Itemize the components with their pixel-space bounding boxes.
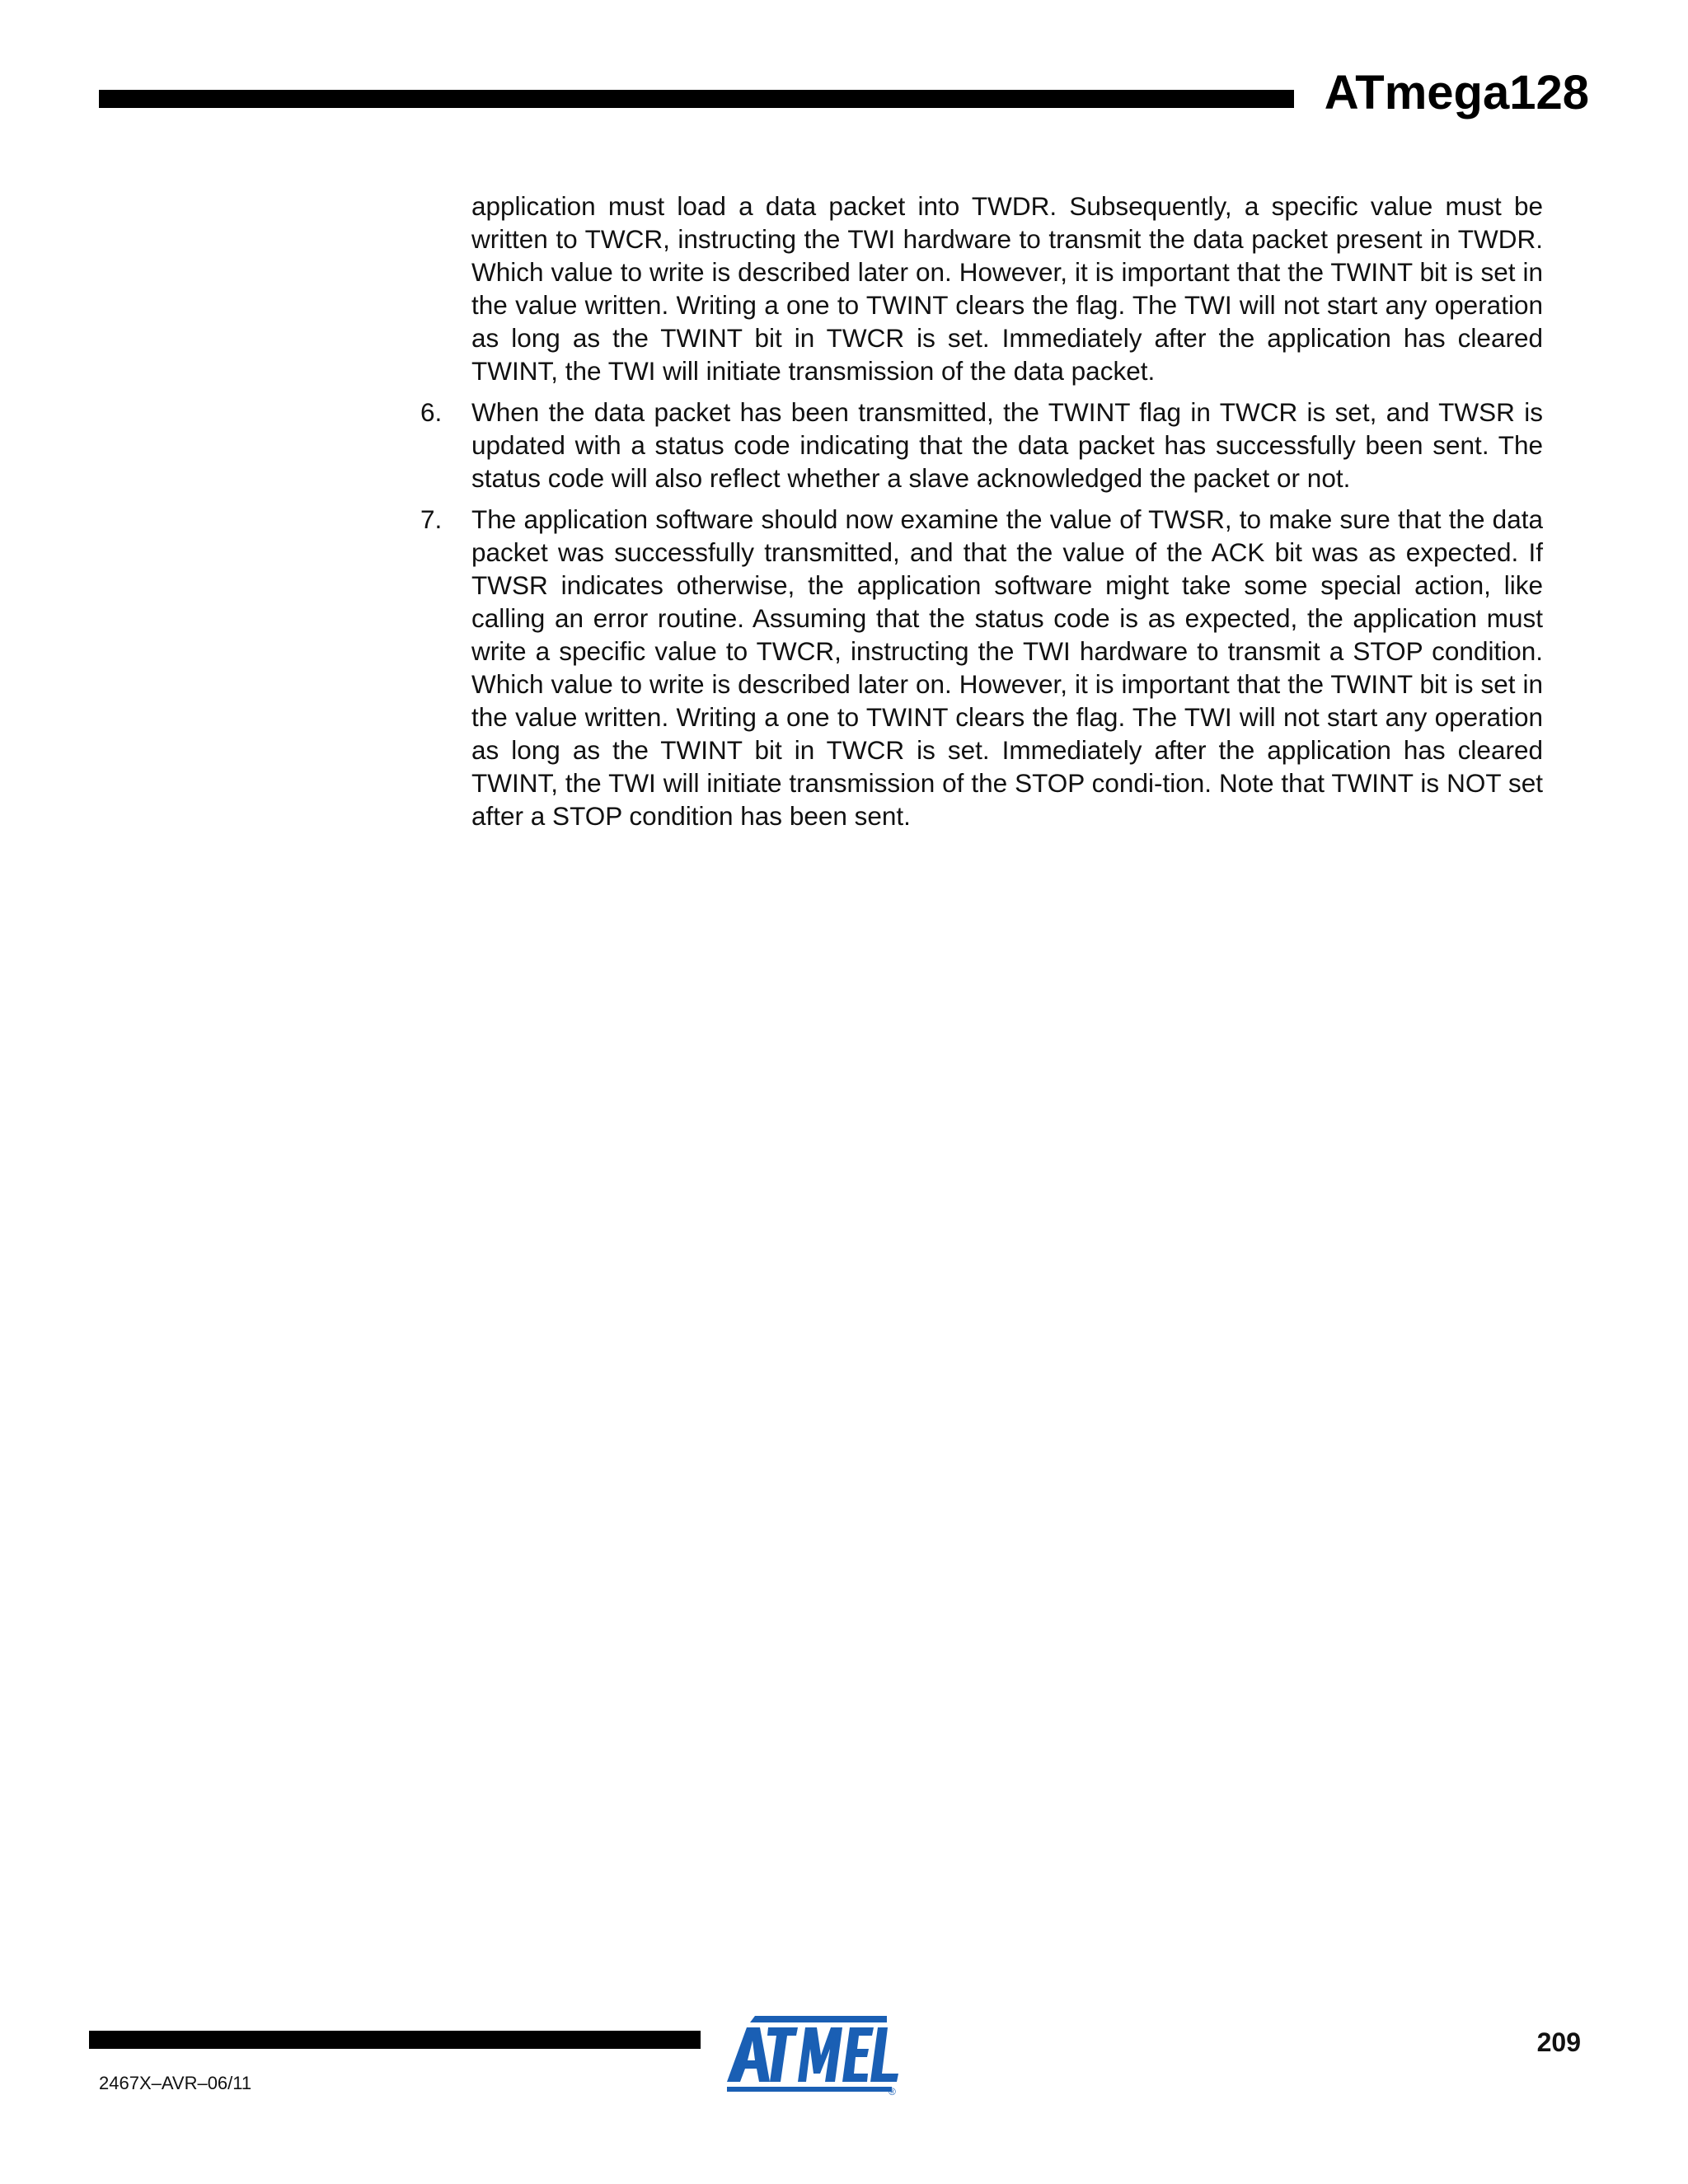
list-item bbox=[420, 503, 1543, 832]
page-number: 209 bbox=[1536, 2027, 1581, 2057]
page-header-title: ATmega128 bbox=[1324, 66, 1589, 120]
list-item-number: 7. bbox=[420, 504, 443, 534]
document-code: 2467X–AVR–06/11 bbox=[99, 2073, 252, 2093]
list-item-number: 6. bbox=[420, 397, 443, 427]
intro-paragraph: application must load a data packet into TWDR. Subsequently, a specific value must be written to TWCR, instructing the TWI hardware to transmit the data packet present in TWDR. Which value to write is described later on. However, it is important that the TWINT bit is set in the value written. Writing a one to TWINT clears the flag. The TWI will not start any operation as long as the TWINT bit in TWCR is set. Immediately after the application has cleared TWINT, the TWI will initiate transmission of the data packet. bbox=[471, 191, 1543, 386]
list-item bbox=[420, 396, 1543, 494]
svg-text:®: ® bbox=[889, 2086, 896, 2097]
list-item-text: When the data packet has been transmitted, the TWINT flag in TWCR is set, and TWSR is updated with a status code indicating that the data packet has successfully been sent. The status code will also reflect whether a slave acknowledged the packet or not. bbox=[471, 397, 1543, 493]
atmel-logo bbox=[722, 2004, 903, 2097]
footer-rule bbox=[89, 2031, 701, 2049]
page-body bbox=[420, 190, 1543, 832]
list-item-text: The application software should now examine the value of TWSR, to make sure that the data packet was successfully transmitted, and that the value of the ACK bit was as expected. If TWSR indicates otherwise, the application software might take some special action, like calling an error routine. Assuming that the status code is as expected, the application must write a specific value to TWCR, instructing the TWI hardware to transmit a STOP condition. Which value to write is described later on. However, it is important that the TWINT bit is set in the value written. Writing a one to TWINT clears the flag. The TWI will not start any operation as long as the TWINT bit in TWCR is set. Immediately after the application has cleared TWINT, the TWI will initiate transmission of the STOP condi-tion. Note that TWINT is NOT set after a STOP condition has been sent. bbox=[471, 504, 1543, 831]
header-rule bbox=[99, 90, 1294, 108]
